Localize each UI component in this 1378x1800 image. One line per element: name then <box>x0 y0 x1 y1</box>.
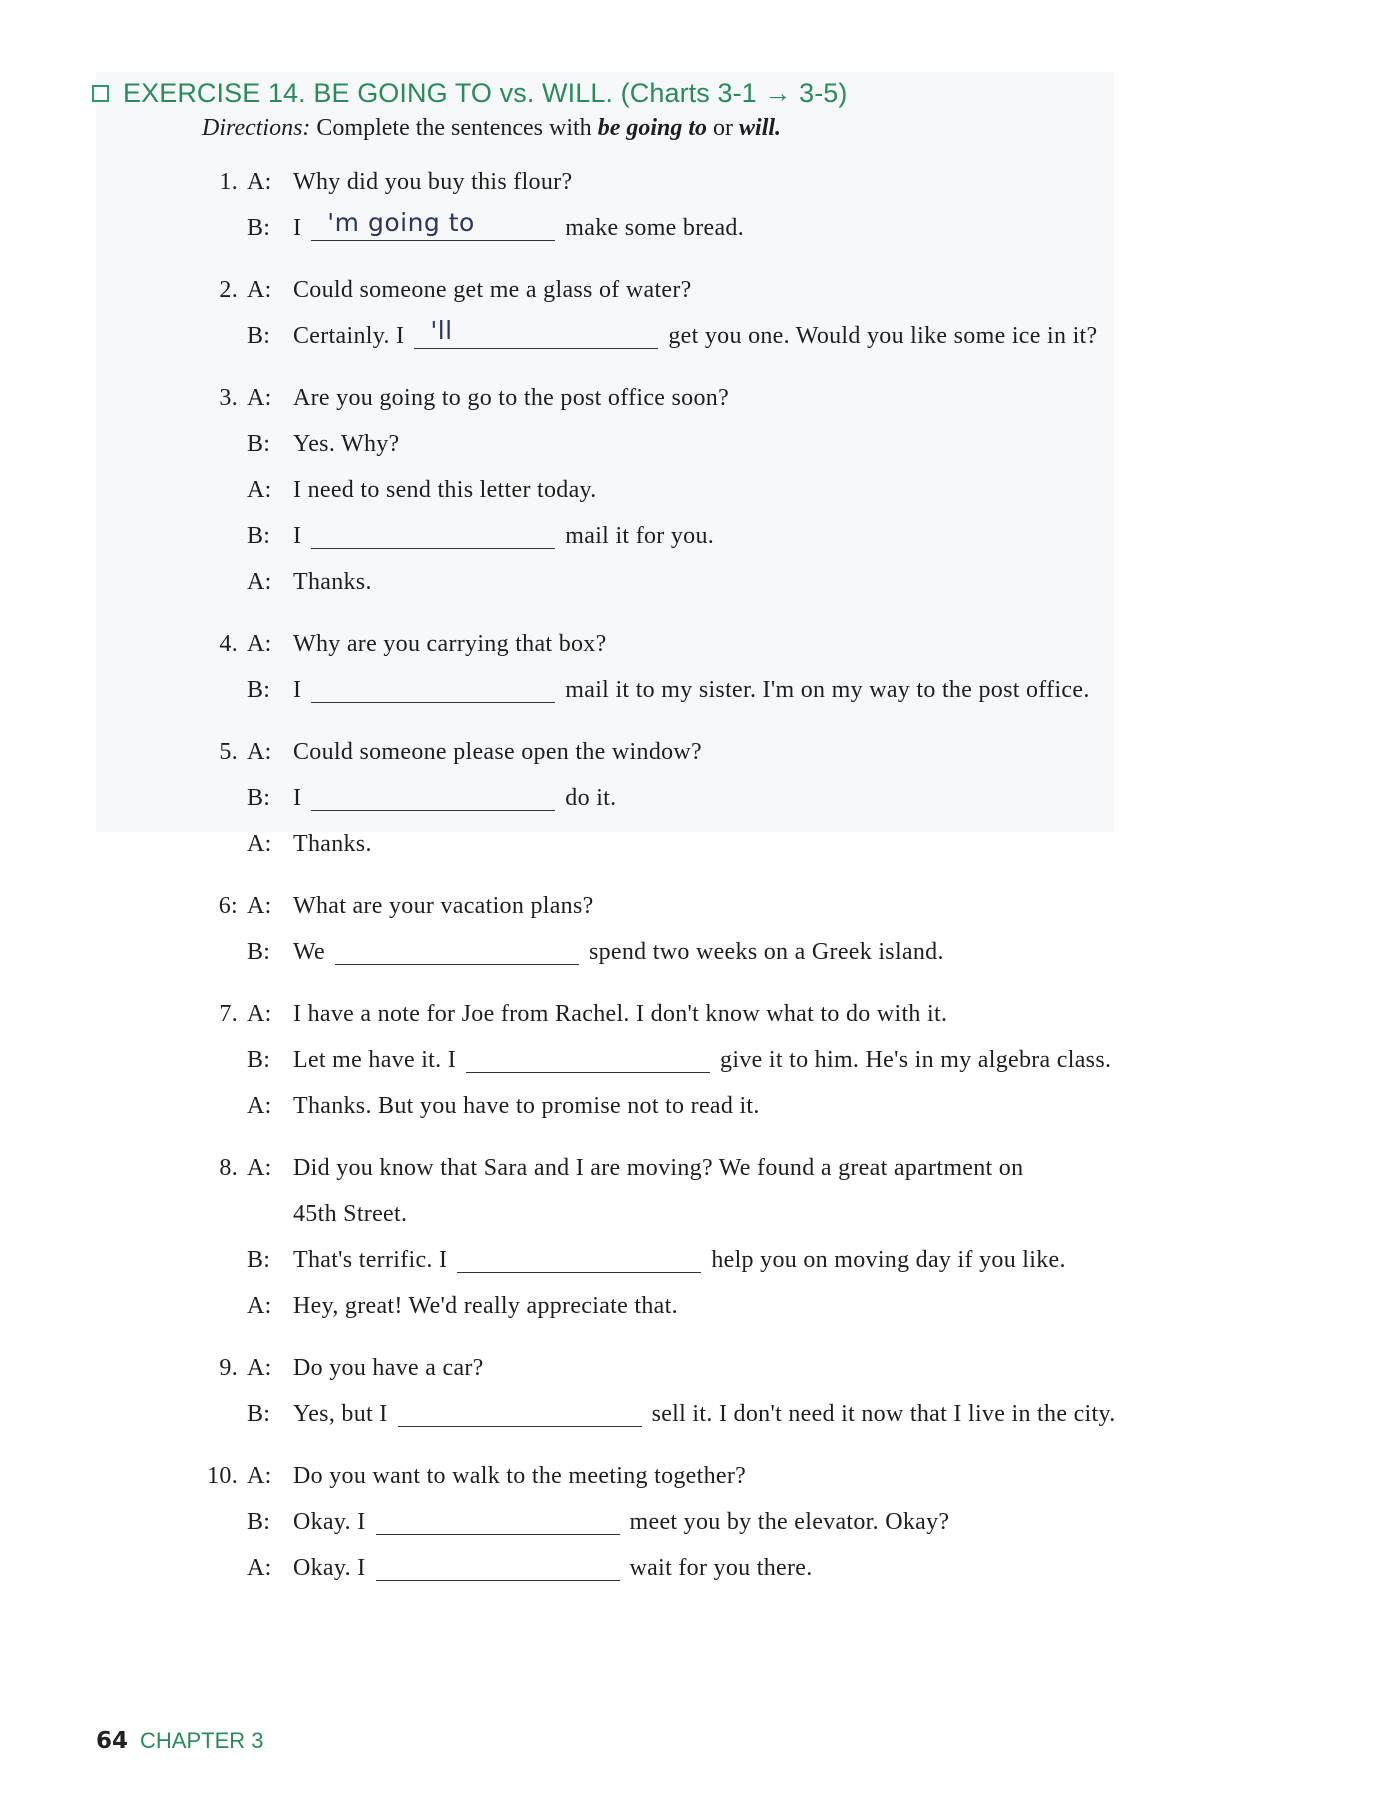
speaker-label: A: <box>247 1001 272 1027</box>
text-before-blank: Okay. I <box>293 1555 366 1581</box>
line-text: Could someone get me a glass of water? <box>293 277 692 303</box>
line-text: Are you going to go to the post office soon? <box>293 385 730 411</box>
text-before-blank: Yes, but I <box>293 1401 388 1427</box>
handwritten-answer: 'll <box>430 316 453 345</box>
line-text <box>293 1040 1111 1080</box>
speaker-label: A: <box>247 893 272 919</box>
line-text: Hey, great! We'd really appreciate that. <box>293 1293 678 1319</box>
speaker-label: B: <box>247 215 271 241</box>
item-number: 2. <box>219 277 238 303</box>
item-number: 3. <box>219 385 238 411</box>
line-text: What are your vacation plans? <box>293 893 594 919</box>
item-number: 8. <box>219 1155 238 1181</box>
speaker-label: A: <box>247 277 272 303</box>
line-text: Did you know that Sara and I are moving? We found a great apartment on <box>293 1155 1024 1181</box>
text-after-blank: wait for you there. <box>629 1555 813 1581</box>
speaker-label: A: <box>247 631 272 657</box>
dialogue-line <box>0 378 1378 418</box>
answer-blank[interactable] <box>335 934 579 965</box>
dialogue-line <box>0 208 1378 248</box>
dialogue-line <box>0 470 1378 510</box>
directions <box>202 115 848 142</box>
speaker-label: B: <box>247 1401 271 1427</box>
speaker-label: B: <box>247 939 271 965</box>
item-number: 9. <box>219 1355 238 1381</box>
line-text <box>293 1548 813 1588</box>
line-text <box>293 1394 1116 1434</box>
speaker-label: B: <box>247 1509 271 1535</box>
directions-label: Directions: <box>202 115 311 141</box>
text-before-blank: Let me have it. I <box>293 1047 457 1073</box>
line-text: Why did you buy this flour? <box>293 169 573 195</box>
answer-blank[interactable] <box>398 1396 642 1427</box>
line-text: Do you want to walk to the meeting together? <box>293 1463 747 1489</box>
answer-blank[interactable] <box>311 210 555 241</box>
dialogue-line <box>0 824 1378 864</box>
dialogue-line <box>0 162 1378 202</box>
dialogue-line <box>0 316 1378 356</box>
dialogue-line <box>0 424 1378 464</box>
dialogue-line <box>0 732 1378 772</box>
line-text: I need to send this letter today. <box>293 477 597 503</box>
text-after-blank: meet you by the elevator. Okay? <box>629 1509 950 1535</box>
dialogue-line <box>0 562 1378 602</box>
speaker-label: A: <box>247 169 272 195</box>
dialogue-line <box>0 270 1378 310</box>
item-number: 1. <box>219 169 238 195</box>
line-text: Thanks. But you have to promise not to read it. <box>293 1093 760 1119</box>
line-text <box>293 516 714 556</box>
answer-blank[interactable] <box>414 318 658 349</box>
dialogue-line <box>0 1286 1378 1326</box>
directions-option-2: will. <box>739 115 782 141</box>
text-after-blank: give it to him. He's in my algebra class. <box>720 1047 1112 1073</box>
speaker-label: A: <box>247 1093 272 1119</box>
answer-blank[interactable] <box>376 1550 620 1581</box>
line-text: 45th Street. <box>293 1201 408 1227</box>
exercise-title: EXERCISE 14. BE GOING TO vs. WILL. (Charts 3-1 → 3-5) <box>123 78 848 108</box>
directions-text: Complete the sentences with <box>316 115 592 141</box>
text-after-blank: sell it. I don't need it now that I live in the city. <box>651 1401 1116 1427</box>
dialogue-line <box>0 1086 1378 1126</box>
speaker-label: A: <box>247 739 272 765</box>
line-text <box>293 932 944 972</box>
speaker-label: B: <box>247 431 271 457</box>
text-before-blank: I <box>293 677 302 703</box>
dialogue-line <box>0 1548 1378 1588</box>
line-text: Yes. Why? <box>293 431 400 457</box>
item-number: 5. <box>219 739 238 765</box>
text-after-blank: make some bread. <box>565 215 745 241</box>
text-after-blank: mail it to my sister. I'm on my way to the post office. <box>565 677 1090 703</box>
speaker-label: A: <box>247 1155 272 1181</box>
text-before-blank: Okay. I <box>293 1509 366 1535</box>
text-before-blank: Certainly. I <box>293 323 405 349</box>
speaker-label: B: <box>247 1047 271 1073</box>
answer-blank[interactable] <box>376 1504 620 1535</box>
text-after-blank: do it. <box>565 785 617 811</box>
line-text: Do you have a car? <box>293 1355 484 1381</box>
line-text <box>293 670 1090 710</box>
answer-blank[interactable] <box>457 1242 701 1273</box>
answer-blank[interactable] <box>311 780 555 811</box>
speaker-label: A: <box>247 1355 272 1381</box>
chapter-label: CHAPTER 3 <box>140 1728 264 1753</box>
page-footer <box>96 1728 264 1754</box>
line-text <box>293 1240 1066 1280</box>
answer-blank[interactable] <box>311 518 555 549</box>
speaker-label: B: <box>247 1247 271 1273</box>
line-text: I have a note for Joe from Rachel. I don't know what to do with it. <box>293 1001 948 1027</box>
line-text: Thanks. <box>293 831 372 857</box>
dialogue-line <box>0 1348 1378 1388</box>
speaker-label: A: <box>247 831 272 857</box>
text-before-blank: We <box>293 939 325 965</box>
dialogue-line <box>0 516 1378 556</box>
line-text: Why are you carrying that box? <box>293 631 607 657</box>
page-number: 64 <box>96 1728 129 1754</box>
text-before-blank: I <box>293 523 302 549</box>
text-after-blank: help you on moving day if you like. <box>711 1247 1066 1273</box>
speaker-label: B: <box>247 323 271 349</box>
item-number: 10. <box>207 1463 238 1489</box>
speaker-label: A: <box>247 477 272 503</box>
dialogue-line <box>0 1394 1378 1434</box>
exercise-checkbox[interactable] <box>92 85 109 102</box>
speaker-label: A: <box>247 385 272 411</box>
text-before-blank: I <box>293 785 302 811</box>
text-after-blank: get you one. Would you like some ice in it? <box>668 323 1098 349</box>
dialogue-line <box>0 1502 1378 1542</box>
dialogue-line <box>0 1148 1378 1188</box>
answer-blank[interactable] <box>466 1042 710 1073</box>
speaker-label: B: <box>247 677 271 703</box>
dialogue-line <box>0 778 1378 818</box>
answer-blank[interactable] <box>311 672 555 703</box>
line-text <box>293 778 616 818</box>
line-text <box>293 1502 949 1542</box>
speaker-label: A: <box>247 1463 272 1489</box>
dialogue-line <box>0 932 1378 972</box>
item-number: 4. <box>219 631 238 657</box>
dialogue-line <box>0 624 1378 664</box>
speaker-label: A: <box>247 1555 272 1581</box>
dialogue-line <box>0 1240 1378 1280</box>
speaker-label: A: <box>247 569 272 595</box>
dialogue-line <box>0 1194 1378 1234</box>
item-number: 7. <box>219 1001 238 1027</box>
line-text <box>293 208 744 248</box>
exercise-header <box>92 78 848 142</box>
item-number: 6: <box>218 893 238 919</box>
text-after-blank: spend two weeks on a Greek island. <box>588 939 944 965</box>
line-text: Could someone please open the window? <box>293 739 703 765</box>
text-before-blank: I <box>293 215 302 241</box>
directions-or: or <box>713 115 734 141</box>
dialogue-line <box>0 1456 1378 1496</box>
directions-option-1: be going to <box>597 115 708 141</box>
line-text: Thanks. <box>293 569 372 595</box>
speaker-label: B: <box>247 523 271 549</box>
dialogue-line <box>0 1040 1378 1080</box>
speaker-label: B: <box>247 785 271 811</box>
text-after-blank: mail it for you. <box>565 523 715 549</box>
line-text <box>293 316 1097 356</box>
dialogue-line <box>0 994 1378 1034</box>
speaker-label: A: <box>247 1293 272 1319</box>
text-before-blank: That's terrific. I <box>293 1247 448 1273</box>
dialogue-line <box>0 886 1378 926</box>
dialogue-line <box>0 670 1378 710</box>
handwritten-answer: 'm going to <box>327 208 475 237</box>
